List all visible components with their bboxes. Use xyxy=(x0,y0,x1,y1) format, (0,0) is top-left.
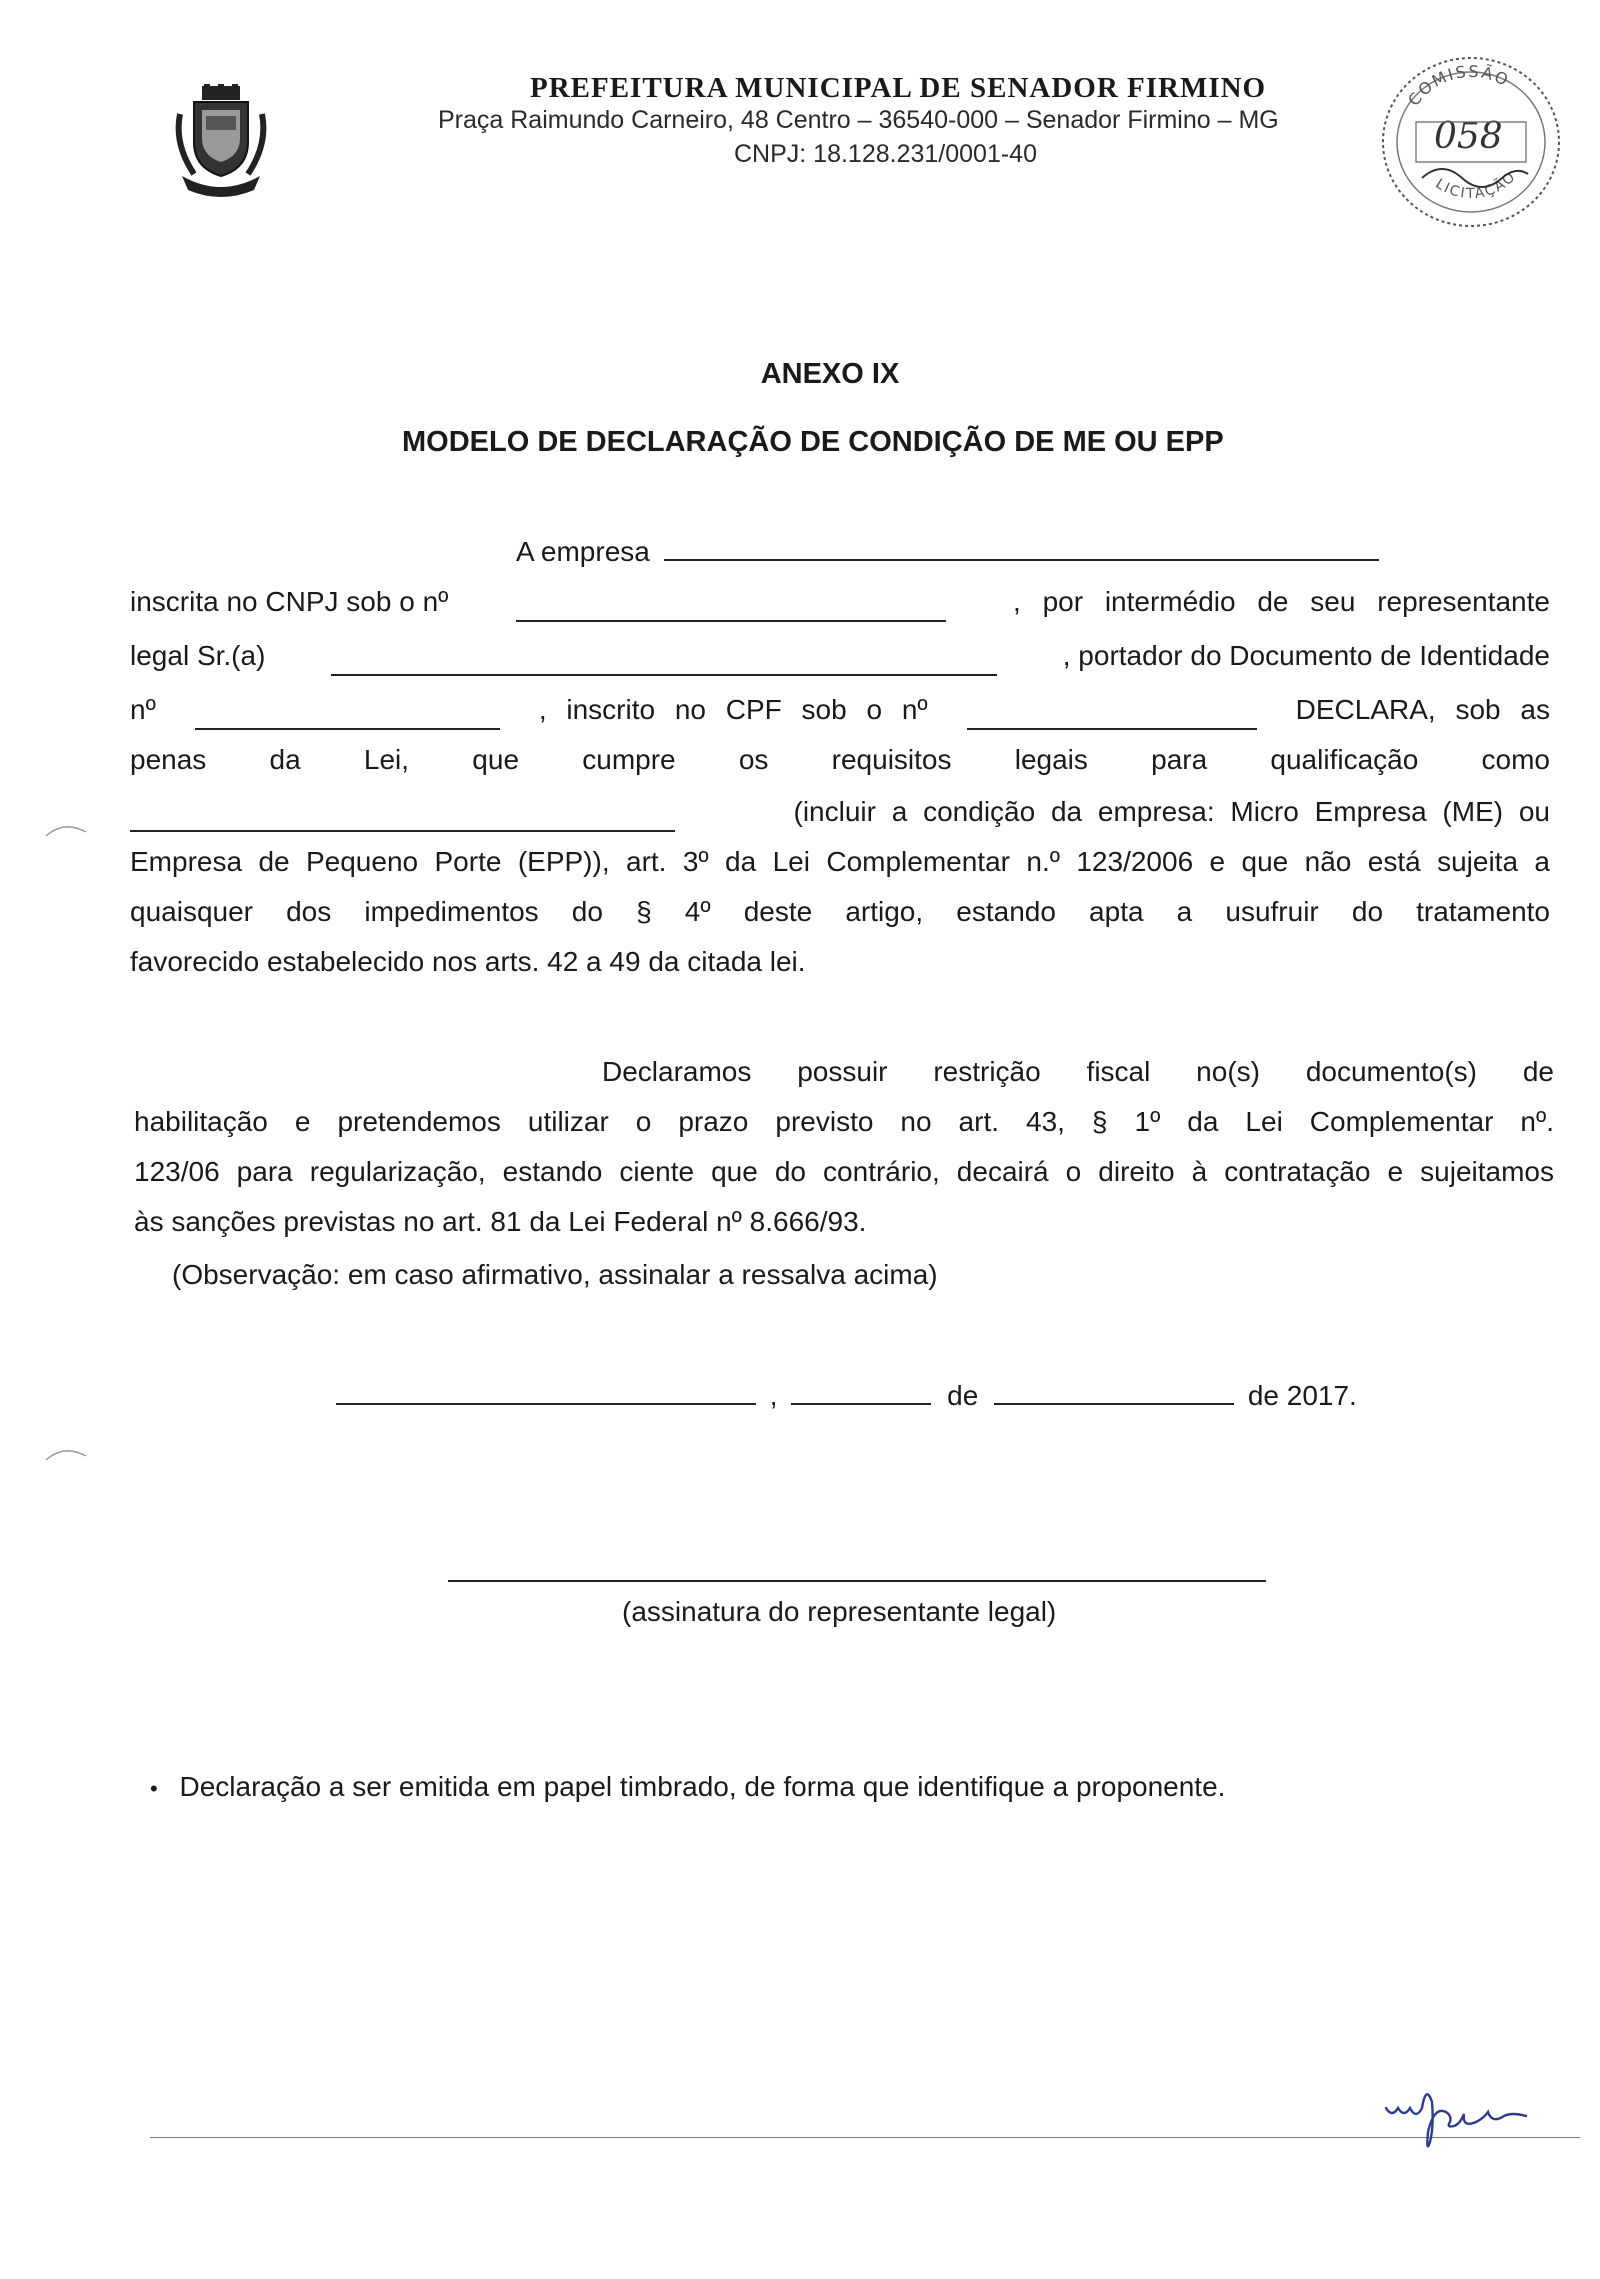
p1-line-6: (incluir a condição da empresa: Micro Empresa (ME) ou xyxy=(130,792,1550,832)
p1-line-8: quaisquer dos impedimentos do § 4º deste artigo, estando apta a usufruir do tratamento xyxy=(130,896,1550,927)
footer-rule xyxy=(150,2137,1580,2138)
svg-text:COMISSÃO xyxy=(1404,62,1513,110)
date-line: , de de 2017. xyxy=(336,1376,1376,1416)
prefecture-cnpj: CNPJ: 18.128.231/0001-40 xyxy=(734,140,1037,168)
p1-line-2: inscrita no CNPJ sob o nº , por intermédio de seu representante xyxy=(130,582,1550,622)
bullet-note: • Declaração a ser emitida em papel timbrado, de forma que identifique a proponente. xyxy=(150,1771,1226,1802)
prefecture-address: Praça Raimundo Carneiro, 48 Centro – 36540-000 – Senador Firmino – MG xyxy=(438,106,1279,134)
signature-label: (assinatura do representante legal) xyxy=(622,1596,1057,1627)
document-heading: MODELO DE DECLARAÇÃO DE CONDIÇÃO DE ME OU EPP xyxy=(402,426,1224,458)
p1-line-1: A empresa xyxy=(516,532,1379,572)
p1-line-4: nº , inscrito no CPF sob o nº DECLARA, sob as xyxy=(130,690,1550,730)
p1-line-5: penas da Lei, que cumpre os requisitos legais para qualificação como xyxy=(130,744,1550,775)
p2-line-1: Declaramos possuir restrição fiscal no(s) documento(s) de xyxy=(602,1056,1554,1087)
margin-mark xyxy=(44,1444,90,1464)
handwritten-rubric xyxy=(1378,2068,1558,2148)
annex-title: ANEXO IX xyxy=(760,358,900,390)
signature-line[interactable] xyxy=(448,1580,1266,1582)
p2-line-2: habilitação e pretendemos utilizar o prazo previsto no art. 43, § 1º da Lei Complementar nº. xyxy=(134,1106,1554,1137)
id-document-field[interactable] xyxy=(195,702,500,730)
prefecture-title: PREFEITURA MUNICIPAL DE SENADOR FIRMINO xyxy=(530,72,1267,104)
city-field[interactable] xyxy=(336,1377,756,1405)
company-name-field[interactable] xyxy=(664,533,1379,561)
company-condition-field[interactable] xyxy=(130,804,675,832)
coat-of-arms-logo xyxy=(172,84,270,202)
representative-name-field[interactable] xyxy=(331,648,997,676)
p1-line-7: Empresa de Pequeno Porte (EPP)), art. 3º da Lei Complementar n.º 123/2006 e que não está sujeita a xyxy=(130,846,1550,877)
cpf-field[interactable] xyxy=(967,702,1257,730)
p2-note: (Observação: em caso afirmativo, assinalar a ressalva acima) xyxy=(172,1259,938,1290)
commission-stamp xyxy=(1376,52,1566,232)
day-field[interactable] xyxy=(791,1377,931,1405)
margin-mark xyxy=(44,820,90,840)
stamp-number: 058 xyxy=(1434,116,1503,157)
stamp-bottom-text: LICITAÇÃO xyxy=(1432,168,1520,203)
stamp-top-text: COMISSÃO xyxy=(1404,61,1513,110)
p1-line-9: favorecido estabelecido nos arts. 42 a 49 da citada lei. xyxy=(130,946,806,977)
p1-line-3: legal Sr.(a) , portador do Documento de Identidade xyxy=(130,636,1550,676)
month-field[interactable] xyxy=(994,1377,1234,1405)
p2-line-4: às sanções previstas no art. 81 da Lei Federal nº 8.666/93. xyxy=(134,1206,867,1237)
p2-line-3: 123/06 para regularização, estando ciente que do contrário, decairá o direito à contratação e sujeitamos xyxy=(134,1156,1554,1187)
cnpj-field[interactable] xyxy=(516,594,946,622)
